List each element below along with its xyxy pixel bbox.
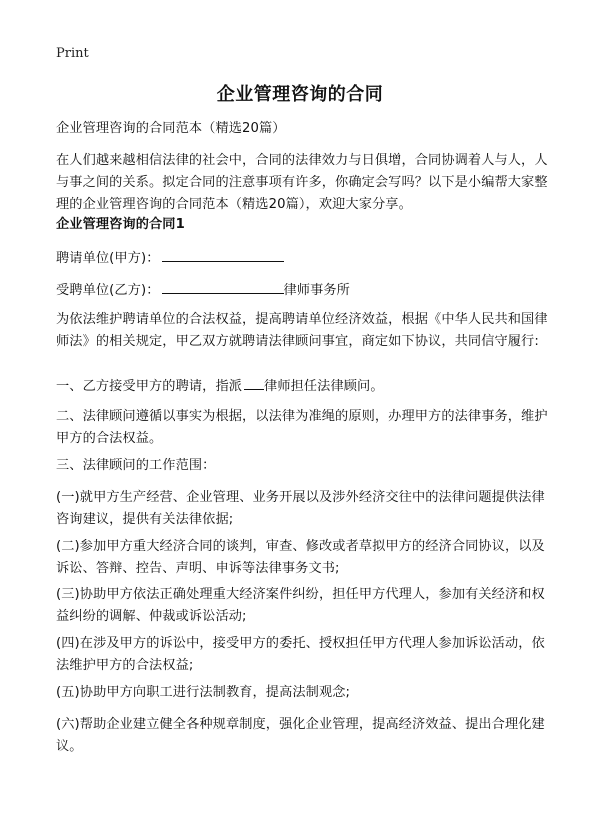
party-b-label: 受聘单位(乙方)：: [56, 283, 160, 298]
clause-one-suffix: 律师担任法律顾问。: [264, 379, 384, 394]
document-subtitle: 企业管理咨询的合同范本（精选20篇）: [56, 121, 286, 136]
party-b-suffix: 律师事务所: [283, 283, 350, 298]
list-item: (六)帮助企业建立健全各种规章制度，强化企业管理，提高经济效益、提出合理化建议。: [56, 717, 545, 754]
party-a-blank: [162, 246, 284, 262]
party-a-line: [56, 246, 550, 270]
clause-two: 二、法律顾问遵循以事实为根据，以法律为准绳的原则，办理甲方的法律事务，维护甲方的合法权益。: [56, 409, 548, 446]
list-item: (一)就甲方生产经营、企业管理、业务开展以及涉外经济交往中的法律问题提供法律咨询建议，提供有关法律依据;: [56, 490, 545, 527]
list-item: (五)协助甲方向职工进行法制教育，提高法制观念;: [56, 685, 351, 700]
clause-three: 三、法律顾问的工作范围：: [56, 458, 216, 473]
intro-paragraph: 在人们越来越相信法律的社会中，合同的法律效力与日俱增，合同协调着人与人，人与事之间的关系。拟定合同的注意事项有许多，你确定会写吗？以下是小编帮大家整理的企业管理咨询的合同范本（精选20篇），欢迎大家分享。: [56, 153, 548, 212]
clause-one-prefix: 一、乙方接受甲方的聘请，指派: [56, 379, 243, 394]
section-heading: 企业管理咨询的合同1: [56, 217, 185, 232]
clause-one: [56, 374, 550, 398]
print-link[interactable]: Print: [56, 46, 89, 61]
party-a-label: 聘请单位(甲方)：: [56, 251, 160, 266]
list-item: (三)协助甲方依法正确处理重大经济案件纠纷，担任甲方代理人，参加有关经济和权益纠纷的调解、仲裁或诉讼活动;: [56, 587, 545, 624]
list-item: (二)参加甲方重大经济合同的谈判，审查、修改或者草拟甲方的经济合同协议，以及诉讼、答辩、控告、声明、申诉等法律事务文书;: [56, 539, 545, 576]
party-b-line: [56, 278, 550, 302]
preamble-paragraph: 为依法维护聘请单位的合法权益，提高聘请单位经济效益，根据《中华人民共和国律师法》的相关规定，甲乙双方就聘请法律顾问事宜，商定如下协议，共同信守履行:: [56, 312, 548, 349]
lawyer-name-blank: [244, 374, 264, 390]
list-item: (四)在涉及甲方的诉讼中，接受甲方的委托、授权担任甲方代理人参加诉讼活动，依法维护甲方的合法权益;: [56, 636, 545, 673]
party-b-blank: [162, 278, 284, 294]
document-title: 企业管理咨询的合同: [216, 84, 384, 105]
